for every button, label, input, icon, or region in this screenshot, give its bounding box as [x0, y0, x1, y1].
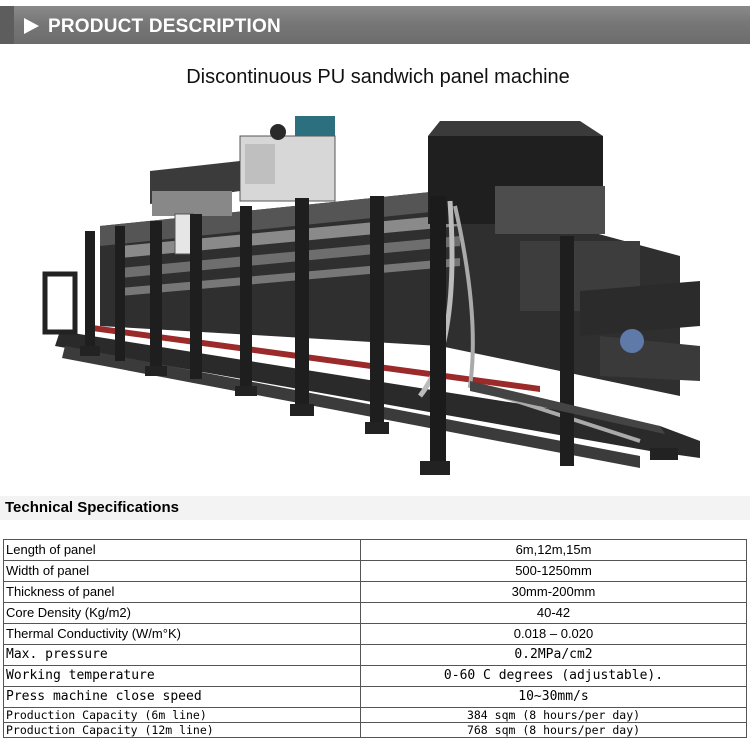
spec-value: 768 sqm (8 hours/per day) [361, 723, 747, 738]
table-row [4, 645, 747, 666]
table-row [4, 582, 747, 603]
table-row [4, 624, 747, 645]
spec-label: Thickness of panel [4, 582, 361, 603]
spec-value: 500-1250mm [361, 561, 747, 582]
spec-table [3, 539, 747, 738]
table-row [4, 708, 747, 723]
spec-label: Press machine close speed [4, 687, 361, 708]
spec-heading: Technical Specifications [5, 499, 179, 516]
table-row [4, 603, 747, 624]
section-title: PRODUCT DESCRIPTION [48, 16, 281, 37]
spec-label: Length of panel [4, 540, 361, 561]
spec-value: 6m,12m,15m [361, 540, 747, 561]
header-accent [0, 6, 14, 44]
spec-label: Working temperature [4, 666, 361, 687]
spec-label: Width of panel [4, 561, 361, 582]
table-row [4, 561, 747, 582]
spec-label: Max. pressure [4, 645, 361, 666]
table-row [4, 540, 747, 561]
spec-value: 0-60 C degrees (adjustable). [361, 666, 747, 687]
table-row [4, 666, 747, 687]
spec-value: 40-42 [361, 603, 747, 624]
table-row [4, 723, 747, 738]
spec-label: Core Density (Kg/m2) [4, 603, 361, 624]
table-row [4, 687, 747, 708]
spec-value: 0.018 – 0.020 [361, 624, 747, 645]
spec-label: Thermal Conductivity (W/m°K) [4, 624, 361, 645]
product-caption: Discontinuous PU sandwich panel machine [186, 66, 570, 88]
spec-value: 384 sqm (8 hours/per day) [361, 708, 747, 723]
machine-photo [40, 96, 700, 486]
spec-value: 10~30mm/s [361, 687, 747, 708]
spec-label: Production Capacity (12m line) [4, 723, 361, 738]
section-header [0, 6, 750, 44]
spec-value: 0.2MPa/cm2 [361, 645, 747, 666]
spec-value: 30mm-200mm [361, 582, 747, 603]
spec-label: Production Capacity (6m line) [4, 708, 361, 723]
spec-heading-bar [0, 496, 750, 520]
play-arrow-icon [24, 18, 39, 34]
